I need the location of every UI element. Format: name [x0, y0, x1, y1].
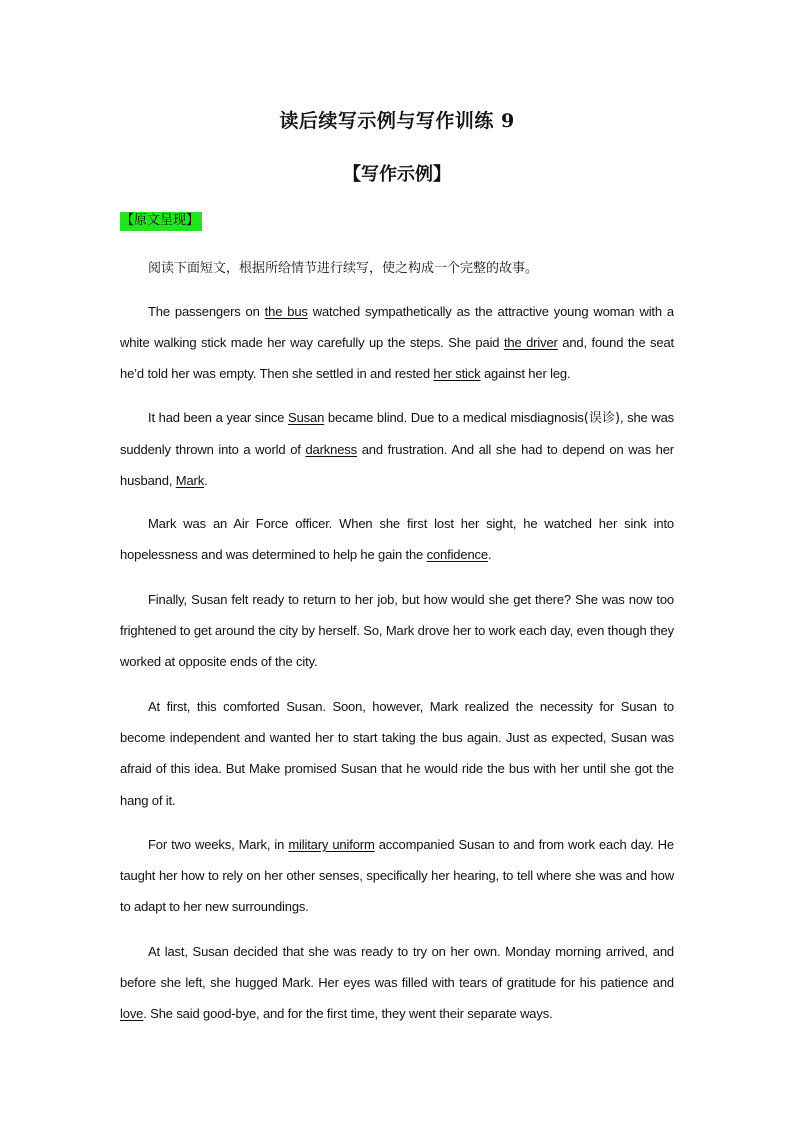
text-run: and, found the seat he’d told her was empty. Then she settled in and rested: [120, 335, 674, 382]
underlined-word: love: [120, 1006, 144, 1022]
underlined-word: the driver: [503, 335, 558, 351]
text-run: accompanied Susan to and from work each day. He taught her how to rely on her other senses, specifically her hearing, to tell where she was and how to adapt to her new surroundings.: [120, 837, 675, 915]
underlined-word: the bus: [264, 304, 308, 319]
paragraph-2: [120, 402, 674, 497]
text-run: , she was suddenly thrown into a world of: [120, 410, 675, 458]
text-run: Finally, Susan felt ready to return to her job, but how would she get there? She was now too frightened to get around the city by herself. So, Mark drove her to work each day, even though they worked at opposite ends of the city.: [120, 592, 674, 670]
underlined-word: her stick: [433, 366, 481, 382]
text-run: It had been a year since: [148, 410, 289, 425]
underlined-word: Mark: [175, 473, 205, 489]
paragraph-6: [120, 829, 674, 923]
text-run: .: [204, 473, 208, 489]
underlined-word: confidence: [426, 547, 488, 563]
text-run: Mark was an Air Force officer. When she first lost her sight, he watched her sink into hopelessness and was determined to help he gain the: [120, 516, 674, 563]
paragraph-5: [120, 691, 674, 816]
text-run: The passengers on: [148, 304, 265, 319]
text-run: .: [487, 547, 492, 563]
text-run: against her leg.: [480, 366, 571, 382]
instruction-text: 阅读下面短文，根据所给情节进行续写，使之构成一个完整的故事。: [148, 261, 539, 276]
text-run: For two weeks, Mark, in: [148, 837, 289, 852]
chinese-gloss: (误诊): [583, 411, 620, 426]
text-run: became blind. Due to a medical misdiagnosis: [324, 410, 584, 425]
paragraph-7: [120, 936, 674, 1030]
underlined-word: military uniform: [288, 837, 375, 852]
text-run: At last, Susan decided that she was ready to try on her own. Monday morning arrived, and before she left, she hugged Mark. Her eyes was filled with tears of gratitude for his patience and: [120, 944, 674, 991]
section-heading: 【写作示例】: [343, 164, 451, 185]
underlined-word: Susan: [288, 410, 325, 425]
paragraph-3: [120, 508, 674, 570]
text-run: and frustration. And all she had to depend on was her husband,: [120, 442, 674, 489]
paragraph-4: [120, 584, 674, 678]
document-title: 读后续写示例与写作训练 9: [279, 110, 515, 132]
paragraph-1: [120, 296, 674, 390]
underlined-word: darkness: [305, 442, 357, 458]
text-run: At first, this comforted Susan. Soon, however, Mark realized the necessity for Susan to become independent and wanted her to start taking the bus again. Just as expected, Susan was afraid of this idea. But Make promised Susan that he would ride the bus with her until she got the hang of it.: [120, 699, 674, 808]
text-run: . She said good-bye, and for the first time, they went their separate ways.: [143, 1006, 553, 1022]
text-run: watched sympathetically as the attractive young woman with a white walking stick made her way carefully up the steps. She paid: [120, 304, 674, 351]
section-label-highlight: 【原文呈现】: [120, 212, 202, 231]
